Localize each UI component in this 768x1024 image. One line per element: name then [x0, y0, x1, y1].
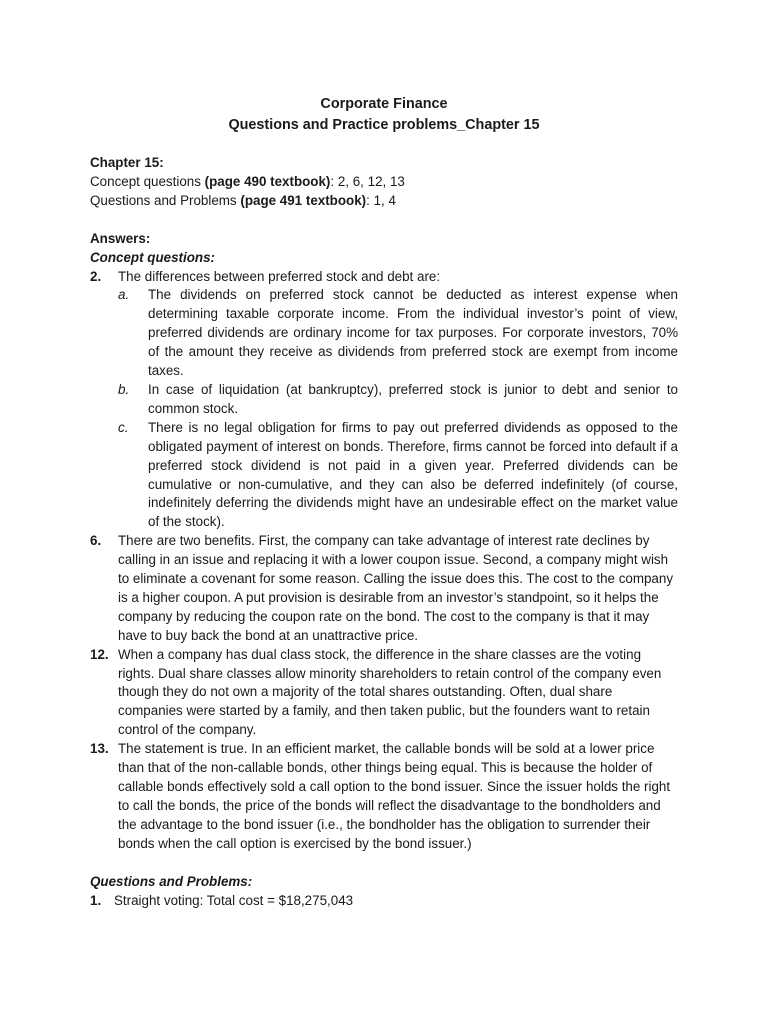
- sub-answer-text: There is no legal obligation for firms to pay out preferred dividends as opposed to the obligated payment of interest on bonds. Therefore, firms cannot be forced into default if a preferred stock dividend is not paid in a given year. Preferred dividends can be cumulative or non-cumulative, and they can also be deferred indefinitely (of course, indefinitely deferring the dividends might have an undesirable effect on the market value of the stock).: [148, 419, 678, 530]
- concept-answer-12: [90, 646, 678, 741]
- spacer: [90, 211, 678, 230]
- problems-line-prefix: Questions and Problems: [90, 192, 241, 208]
- problems-heading: Questions and Problems:: [90, 873, 253, 889]
- concept-line-prefix: Concept questions: [90, 173, 205, 189]
- answers-heading: Answers:: [90, 230, 151, 246]
- document-subtitle: Questions and Practice problems_Chapter 15: [228, 117, 540, 133]
- document-title: Corporate Finance: [320, 96, 448, 112]
- sub-answer-letter: c.: [118, 419, 129, 435]
- spacer: [90, 854, 678, 873]
- answer-text: When a company has dual class stock, the difference in the share classes are the voting rights. Dual share classes allow minority shareholders to retain control of the company even though they do not own a majority of the total shares outstanding. Often, dual share companies were started by a family, and then taken public, but the founders want to retain control of the company.: [118, 646, 662, 738]
- problems-section: [90, 873, 678, 911]
- answer-number: 2.: [90, 268, 102, 284]
- answer-text: The statement is true. In an efficient market, the callable bonds will be sold at a lower price than that of the non-callable bonds, other things being equal. This is because the holder of callable bonds effectively sold a call option to the bond issuer. Since the issuer holds the right to call the bonds, the price of the bonds will reflect the disadvantage to the bondholders and the advantage to the bond issuer (i.e., the bondholder has the obligation to surrender their bonds when the call option is exercised by the bond issuer.): [118, 741, 671, 851]
- concept-line-page: (page 490 textbook): [204, 173, 331, 189]
- problems-line-page: (page 491 textbook): [240, 192, 367, 208]
- chapter-heading: Chapter 15:: [90, 155, 164, 170]
- concept-questions-line: [90, 173, 678, 192]
- answer-number: 12.: [90, 646, 109, 662]
- answer-number: 13.: [90, 741, 109, 757]
- concept-line-suffix: : 2, 6, 12, 13: [330, 173, 405, 189]
- answer-text: The differences between preferred stock and debt are:: [118, 268, 441, 284]
- concept-answer-6: [90, 532, 678, 645]
- concept-answer-2: [90, 268, 678, 287]
- answers-section: [90, 230, 678, 854]
- sub-answer-a: [90, 286, 678, 381]
- chapter-section: [90, 154, 678, 211]
- answer-number: 6.: [90, 533, 102, 549]
- sub-answer-text: In case of liquidation (at bankruptcy), preferred stock is junior to debt and senior to common stock.: [148, 381, 678, 416]
- concept-answer-13: [90, 740, 678, 853]
- problems-line-suffix: : 1, 4: [366, 192, 396, 208]
- concept-questions-heading: Concept questions:: [90, 249, 215, 265]
- sub-answer-letter: a.: [118, 287, 130, 303]
- title-block: [90, 94, 678, 136]
- answer-number: 1.: [90, 892, 102, 908]
- problem-answer-1: [90, 892, 678, 911]
- sub-answer-text: The dividends on preferred stock cannot be deducted as interest expense when determining taxable corporate income. From the individual investor’s point of view, preferred dividends are ordinary income for tax purposes. For corporate investors, 70% of the amount they receive as dividends from preferred stock are exempt from income taxes.: [148, 287, 678, 379]
- sub-answer-c: [90, 419, 678, 532]
- sub-answer-letter: b.: [118, 381, 130, 397]
- sub-answer-b: [90, 381, 678, 419]
- problems-line: [90, 192, 678, 211]
- answer-text: Straight voting: Total cost = $18,275,043: [114, 892, 354, 908]
- answer-text: There are two benefits. First, the company can take advantage of interest rate declines by calling in an issue and replacing it with a lower coupon issue. Second, a company might wish to eliminate a covenant for some reason. Calling the issue does this. The cost to the company is a higher coupon. A put provision is desirable from an investor’s standpoint, so it helps the company by reducing the coupon rate on the bond. The cost to the company is that it may have to buy back the bond at an unattractive price.: [118, 533, 674, 643]
